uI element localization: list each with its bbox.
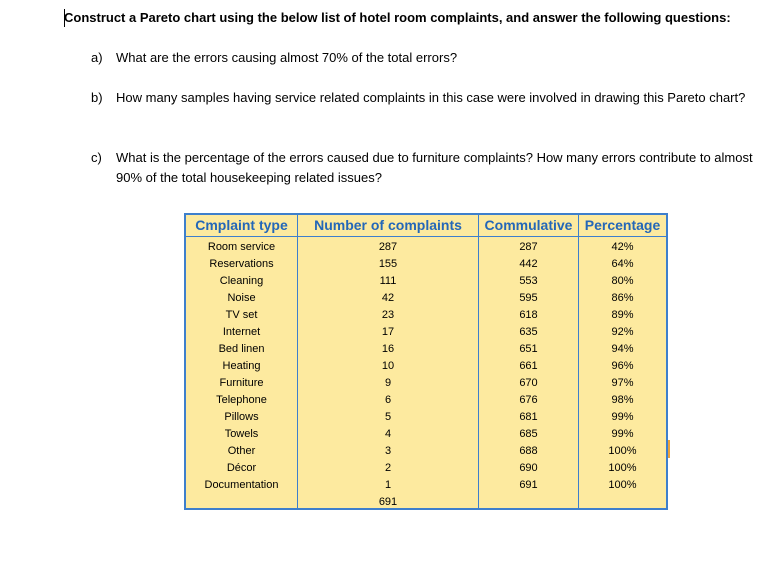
column-number-of-complaints (298, 215, 479, 508)
cell-count: 111 (379, 275, 397, 287)
complaints-table (184, 213, 668, 510)
cell-cumulative: 661 (519, 360, 538, 372)
cell-percentage: 64% (611, 258, 634, 270)
cell-count: 3 (384, 445, 392, 457)
cell-complaint-type: Cleaning (219, 275, 264, 287)
cell-count: 42 (381, 292, 395, 304)
cell-percentage: 92% (611, 326, 634, 338)
cell-cumulative: 681 (519, 411, 538, 423)
cell-count: 287 (378, 241, 398, 253)
cell-complaint-type: Heating (222, 360, 261, 372)
cell-cumulative: 691 (519, 479, 538, 491)
cell-cumulative: 651 (519, 343, 538, 355)
question-b-label: b) (91, 90, 103, 105)
cell-complaint-type: Other (227, 445, 256, 457)
cell-cumulative: 688 (519, 445, 538, 457)
cell-complaint-type: Documentation (204, 479, 279, 491)
cell-percentage: 80% (611, 275, 634, 287)
cell-percentage: 97% (611, 377, 634, 389)
cell-cumulative: 670 (519, 377, 538, 389)
question-a-label: a) (91, 50, 103, 65)
cell-complaint-type: Décor (226, 462, 257, 474)
cell-selection-mark (668, 440, 670, 458)
cell-cumulative: 635 (519, 326, 538, 338)
cell-complaint-type: Room service (207, 241, 276, 253)
cell-cumulative: 442 (519, 258, 538, 270)
question-b-text: How many samples having service related complaints in this case were involved in drawing this Pareto chart? (116, 90, 746, 105)
cell-count: 2 (384, 462, 392, 474)
cell-count: 16 (381, 343, 395, 355)
cell-count: 10 (381, 360, 395, 372)
cell-count: 5 (384, 411, 392, 423)
header-percentage: Percentage (579, 215, 666, 237)
cell-percentage: 89% (611, 309, 634, 321)
cell-complaint-type: Furniture (219, 377, 264, 389)
column-cumulative (479, 215, 579, 508)
cell-count: 4 (384, 428, 392, 440)
cell-count: 17 (381, 326, 395, 338)
header-cumulative: Commulative (479, 215, 578, 237)
cell-complaint-type: Telephone (216, 394, 267, 406)
cell-count: 691 (378, 496, 398, 508)
cell-count: 1 (384, 479, 392, 491)
cell-cumulative: 685 (519, 428, 538, 440)
cell-count: 9 (384, 377, 392, 389)
cell-percentage: 99% (611, 428, 634, 440)
column-percentage (579, 215, 666, 508)
question-c-text: What is the percentage of the errors caused due to furniture complaints? How many errors contribute to almost 90% of the total housekeeping related issues? (116, 150, 753, 185)
cell-complaint-type: Towels (224, 428, 259, 440)
cell-percentage: 86% (611, 292, 634, 304)
question-c-label: c) (91, 150, 102, 165)
header-number-of-complaints: Number of complaints (298, 215, 478, 237)
cell-cumulative: 553 (519, 275, 538, 287)
cell-complaint-type: Bed linen (218, 343, 265, 355)
cell-percentage: 42% (611, 241, 634, 253)
cell-complaint-type: Reservations (209, 258, 274, 270)
cell-count: 155 (378, 258, 398, 270)
cell-count: 23 (381, 309, 395, 321)
cell-percentage: 100% (608, 462, 637, 474)
cell-percentage: 98% (611, 394, 634, 406)
question-a-text: What are the errors causing almost 70% of the total errors? (116, 50, 458, 65)
cell-complaint-type: TV set (225, 309, 258, 321)
cell-cumulative: 287 (519, 241, 538, 253)
page-heading: Construct a Pareto chart using the below list of hotel room complaints, and answer the following questions: (64, 10, 731, 25)
column-complaint-type (186, 215, 298, 508)
cell-complaint-type: Internet (222, 326, 261, 338)
cell-percentage: 100% (608, 479, 637, 491)
cell-complaint-type: Noise (227, 292, 256, 304)
cell-percentage: 100% (608, 445, 637, 457)
cell-cumulative: 690 (519, 462, 538, 474)
cell-percentage: 94% (611, 343, 634, 355)
cell-count: 6 (384, 394, 392, 406)
cell-cumulative: 676 (519, 394, 538, 406)
cell-percentage: 96% (611, 360, 634, 372)
cell-percentage: 99% (611, 411, 634, 423)
cell-cumulative: 595 (519, 292, 538, 304)
cell-cumulative: 618 (519, 309, 538, 321)
cell-complaint-type: Pillows (224, 411, 259, 423)
header-complaint-type: Cmplaint type (186, 215, 297, 237)
